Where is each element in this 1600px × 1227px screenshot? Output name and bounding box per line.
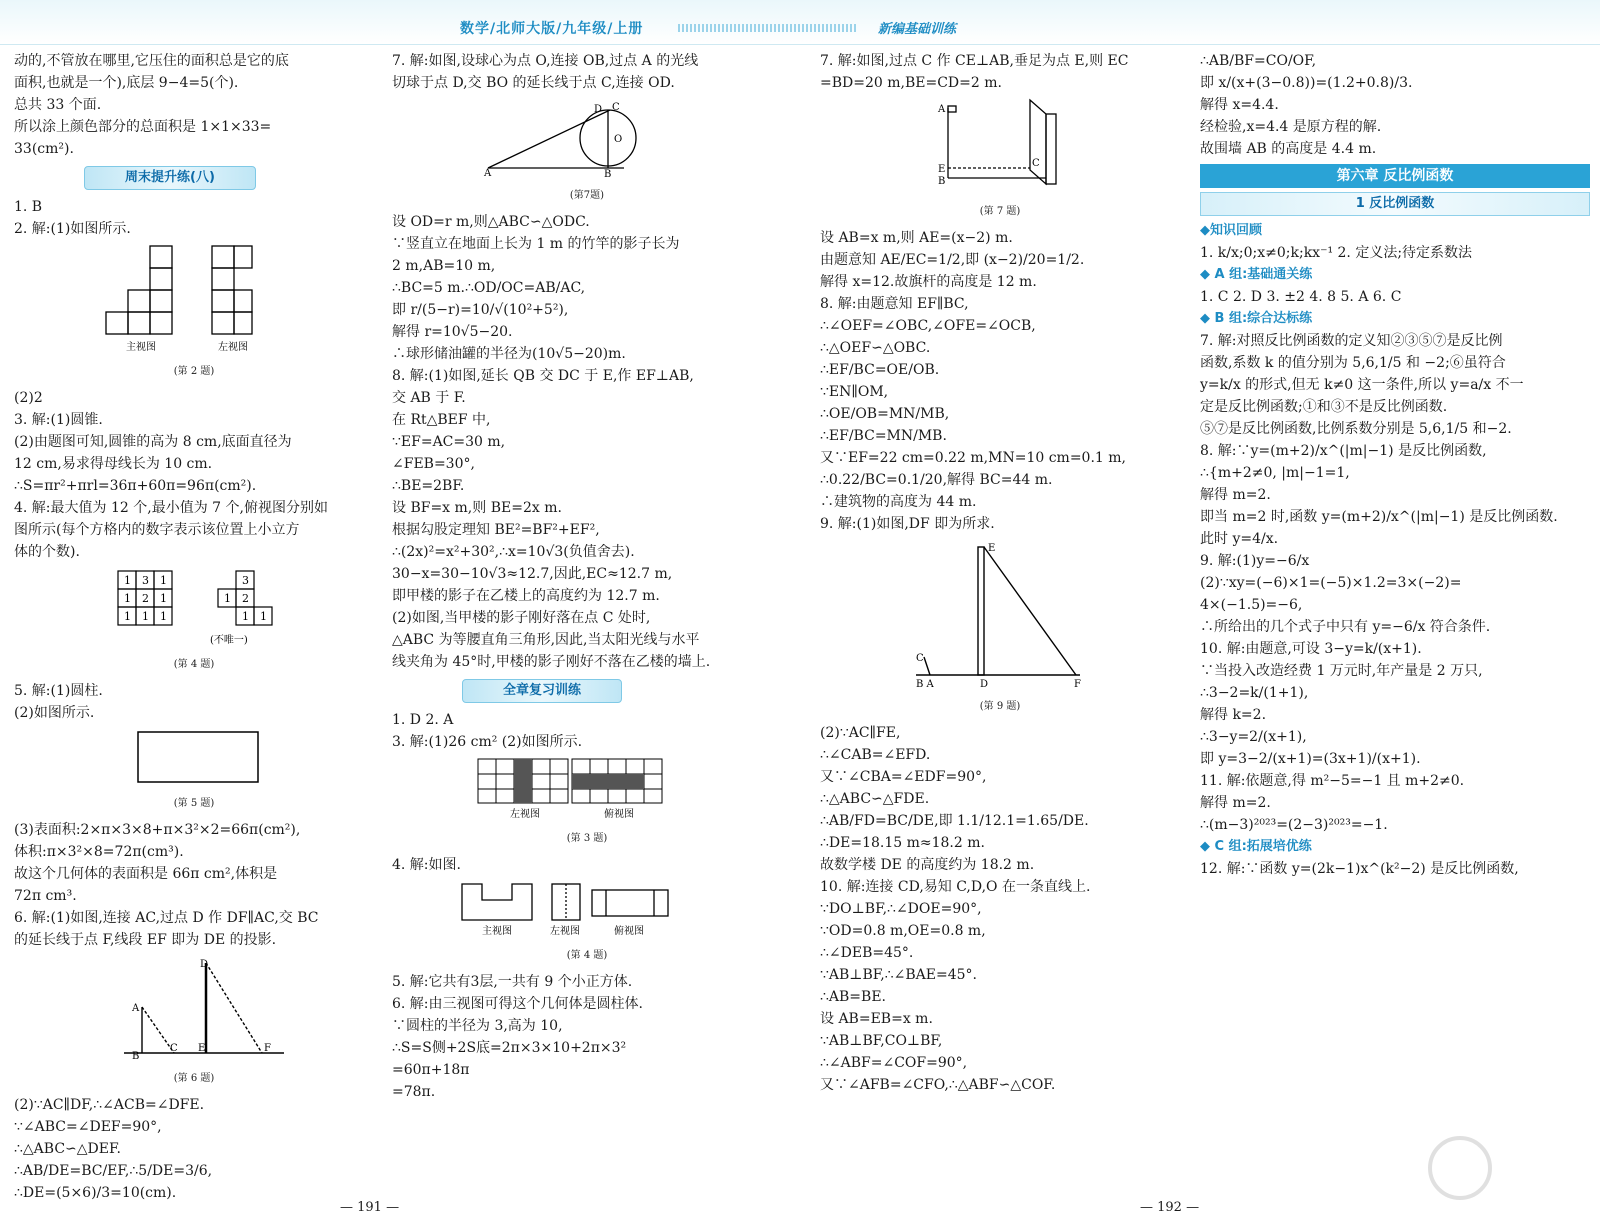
fig4b-label-b: 左视图 (550, 926, 580, 937)
column-3 (820, 50, 1180, 1096)
text-line: 由题意知 AE/EC=1/2,即 (x−2)/20=1/2. (820, 252, 1085, 268)
fig3-drawing (392, 757, 772, 821)
col4b-text (1200, 242, 1590, 264)
figure-4b (392, 880, 782, 967)
text-line: 动的,不管放在哪里,它压住的面积总是它的底 (14, 53, 289, 69)
fig4-note: (不唯一) (210, 635, 248, 646)
col3-text (820, 50, 1180, 94)
text-line: ∴0.22/BC=0.1/20,解得 BC=44 m. (820, 472, 1053, 488)
text-line: 故围墙 AB 的高度是 4.4 m. (1200, 141, 1377, 157)
text-line: ∴∠DEB=45°. (820, 945, 914, 961)
col2d-text (392, 854, 782, 876)
fig4-cell-b: 1 (242, 610, 249, 623)
text-line: ∵OD=0.8 m,OE=0.8 m, (820, 923, 986, 939)
fig4-cell-b: 2 (242, 592, 249, 605)
text-line: ∴∠ABF=∠COF=90°, (820, 1055, 968, 1071)
text-line: 即 y=3−2/(x+1)=(3x+1)/(x+1). (1200, 751, 1421, 767)
svg-text:D: D (594, 104, 603, 115)
text-line: 又∵∠CBA=∠EDF=90°, (820, 769, 987, 785)
fig5-drawing (14, 728, 374, 786)
text-line: ∵竖直立在地面上长为 1 m 的竹竿的影子长为 (392, 236, 680, 252)
figure-4 (14, 567, 374, 676)
text-line: ∴OE/OB=MN/MB, (820, 406, 950, 422)
text-line: 解得 m=2. (1200, 795, 1271, 811)
text-line: 即当 m=2 时,函数 y=(m+2)/x^(|m|−1) 是反比例函数. (1200, 509, 1558, 525)
text-line: 根据勾股定理知 BE²=BF²+EF², (392, 522, 600, 538)
text-line: ∵∠ABC=∠DEF=90°, (14, 1119, 162, 1135)
fig7a-drawing (392, 98, 772, 178)
text-line: 33(cm²). (14, 141, 74, 157)
svg-text:F: F (1074, 679, 1081, 689)
text-line: ∴△OEF∽△OBC. (820, 340, 931, 356)
chapter-title: 第六章 反比例函数 (1200, 164, 1590, 188)
fig4-cell-b: 1 (260, 610, 267, 623)
text-line: ∵DO⊥BF,∴∠DOE=90°, (820, 901, 982, 917)
text-line: 解得 m=2. (1200, 487, 1271, 503)
fig2-label-a: 主视图 (126, 342, 156, 353)
col1-text (14, 50, 374, 160)
text-line: ∴DE=18.15 m≈18.2 m. (820, 835, 985, 851)
text-line: 8. 解:由题意知 EF∥BC, (820, 296, 969, 312)
text-line: 此时 y=4/x. (1200, 531, 1279, 547)
svg-text:C: C (170, 1043, 178, 1054)
text-line: 经检验,x=4.4 是原方程的解. (1200, 119, 1382, 135)
fig4-cell-a: 2 (142, 592, 149, 605)
fig2-caption: (第 2 题) (173, 366, 215, 377)
svg-text:O: O (614, 134, 623, 145)
header-brand: 新编基础训练 (878, 22, 957, 37)
text-line: 5. 解:它共有3层,一共有 9 个小正方体. (392, 974, 633, 990)
fig9-drawing (820, 539, 1180, 689)
fig4b-caption: (第 4 题) (566, 950, 608, 961)
text-line: △ABC 为等腰直角三角形,因此,当太阳光线与水平 (392, 632, 700, 648)
text-line: 1. k/x;0;x≠0;k;kx⁻¹ 2. 定义法;待定系数法 (1200, 245, 1473, 261)
text-line: ∵EF=AC=30 m, (392, 434, 506, 450)
text-line: 4. 解:最大值为 12 个,最小值为 7 个,俯视图分别如 (14, 500, 328, 516)
fig4-cell-a: 1 (142, 610, 149, 623)
svg-text:D: D (980, 679, 989, 689)
col1f-text (14, 1094, 374, 1204)
text-line: 即甲楼的影子在乙楼上的高度约为 12.7 m. (392, 588, 660, 604)
text-line: 30−x=30−10√3≈12.7,因此,EC≈12.7 m, (392, 566, 673, 582)
page-number-left: — 191 — (340, 1200, 400, 1215)
text-line: ∴DE=(5×6)/3=10(cm). (14, 1185, 177, 1201)
text-line: ∴(2x)²=x²+30²,∴x=10√3(负值舍去). (392, 544, 635, 560)
svg-text:E: E (938, 164, 946, 175)
text-line: 设 AB=x m,则 AE=(x−2) m. (820, 230, 1013, 246)
text-line: ∴球形储油罐的半径为(10√5−20)m. (392, 346, 626, 362)
text-line: ∴所给出的几个式子中只有 y=−6/x 符合条件. (1200, 619, 1491, 635)
col1b-text (14, 196, 374, 240)
text-line: ∴AB/DE=BC/EF,∴5/DE=3/6, (14, 1163, 213, 1179)
text-line: 2 m,AB=10 m, (392, 258, 496, 274)
text-line: 1. C 2. D 3. ±2 4. 8 5. A 6. C (1200, 289, 1402, 305)
text-line: ∴(m−3)²⁰²³=(2−3)²⁰²³=−1. (1200, 817, 1388, 833)
text-line: =60π+18π (392, 1062, 470, 1078)
section-review: 全章复习训练 (462, 679, 622, 703)
text-line: (2)如图所示. (14, 705, 95, 721)
column-1 (14, 50, 374, 1204)
text-line: 11. 解:依题意,得 m²−5=−1 且 m+2≠0. (1200, 773, 1465, 789)
text-line: 9. 解:(1)y=−6/x (1200, 553, 1310, 569)
fig4-cell-a: 3 (142, 574, 149, 587)
text-line: 8. 解:∵y=(m+2)/x^(|m|−1) 是反比例函数, (1200, 443, 1487, 459)
fig2-drawing (14, 244, 254, 354)
text-line: 又∵∠AFB=∠CFO,∴△ABF∽△COF. (820, 1077, 1056, 1093)
text-line: 面积,也就是一个),底层 9−4=5(个). (14, 75, 239, 91)
text-line: 在 Rt△BEF 中, (392, 412, 491, 428)
text-line: ∵当投入改造经费 1 万元时,年产量是 2 万只, (1200, 663, 1483, 679)
group-review: ◆知识回顾 (1200, 223, 1262, 238)
col4-text (1200, 50, 1590, 160)
svg-text:A: A (938, 104, 946, 115)
text-line: ∵圆柱的半径为 3,高为 10, (392, 1018, 563, 1034)
fig4-cell-b: 3 (242, 574, 249, 587)
text-line: (2)∵xy=(−6)×1=(−5)×1.2=3×(−2)= (1200, 575, 1462, 591)
col1e-text (14, 819, 374, 951)
text-line: 定是反比例函数;①和③不是反比例函数. (1200, 399, 1448, 415)
fig7b-drawing (820, 98, 1180, 194)
group-a: ◆ A 组:基础通关练 (1200, 267, 1313, 282)
col2e-text (392, 971, 782, 1103)
svg-text:C: C (612, 102, 620, 113)
text-line: 即 r/(5−r)=10/√(10²+5²), (392, 302, 569, 318)
fig7a-caption: (第7题) (569, 190, 605, 201)
col3b-text (820, 227, 1180, 535)
text-line: 函数,系数 k 的值分别为 5,6,1/5 和 −2;⑥虽符合 (1200, 355, 1506, 371)
figure-6 (14, 955, 374, 1090)
text-line: 72π cm³. (14, 888, 77, 904)
figure-7a (392, 98, 782, 207)
text-line: 解得 r=10√5−20. (392, 324, 513, 340)
col1d-text (14, 680, 374, 724)
svg-text:E: E (988, 543, 996, 554)
text-line: ∵AB⊥BF,CO⊥BF, (820, 1033, 943, 1049)
text-line: 10. 解:由题意,可设 3−y=k/(x+1). (1200, 641, 1422, 657)
fig5-caption: (第 5 题) (173, 798, 215, 809)
watermark-logo (1420, 1130, 1590, 1220)
lesson-title: 1 反比例函数 (1200, 192, 1590, 216)
text-line: ∴∠OEF=∠OBC,∠OFE=∠OCB, (820, 318, 1036, 334)
text-line: 3. 解:(1)圆锥. (14, 412, 103, 428)
svg-text:A: A (484, 168, 492, 178)
text-line: ⑤⑦是反比例函数,比例系数分别是 5,6,1/5 和−2. (1200, 421, 1512, 437)
text-line: 4×(−1.5)=−6, (1200, 597, 1303, 613)
fig2-label-b: 左视图 (218, 342, 248, 353)
text-line: 6. 解:(1)如图,连接 AC,过点 D 作 DF∥AC,交 BC (14, 910, 319, 926)
text-line: 体积:π×3²×8=72π(cm³). (14, 844, 184, 860)
fig4b-label-a: 主视图 (482, 926, 512, 937)
text-line: 6. 解:由三视图可得这个几何体是圆柱体. (392, 996, 643, 1012)
fig3-label-b: 俯视图 (604, 809, 634, 820)
svg-text:B: B (604, 169, 612, 178)
text-line: ∵EN∥OM, (820, 384, 889, 400)
fig4-cell-a: 1 (160, 574, 167, 587)
column-2 (392, 50, 782, 1103)
text-line: 10. 解:连接 CD,易知 C,D,O 在一条直线上. (820, 879, 1091, 895)
text-line: (2)2 (14, 390, 43, 406)
figure-3 (392, 757, 782, 850)
text-line: (2)∵AC∥FE, (820, 725, 901, 741)
svg-text:C: C (916, 653, 924, 664)
text-line: y=k/x 的形式,但无 k≠0 这一条件,所以 y=a/x 不一 (1200, 377, 1524, 393)
text-line: 图所示(每个方格内的数字表示该位置上小立方 (14, 522, 300, 538)
col4e-text (1200, 858, 1590, 880)
text-line: 故这个几何体的表面积是 66π cm²,体积是 (14, 866, 278, 882)
text-line: 1. B (14, 199, 43, 215)
page-header (0, 0, 1600, 45)
text-line: 3. 解:(1)26 cm² (2)如图所示. (392, 734, 583, 750)
text-line: 7. 解:如图,过点 C 作 CE⊥AB,垂足为点 E,则 EC (820, 53, 1129, 69)
svg-text:F: F (264, 1043, 271, 1054)
text-line: 切球于点 D,交 BO 的延长线于点 C,连接 OD. (392, 75, 675, 91)
svg-text:B: B (938, 176, 946, 187)
col1c-text (14, 387, 374, 563)
fig9-caption: (第 9 题) (979, 701, 1021, 712)
svg-text:B: B (132, 1051, 140, 1061)
text-line: ∴{m+2≠0, |m|−1=1, (1200, 465, 1350, 481)
text-line: ∴AB/FD=BC/DE,即 1.1/12.1=1.65/DE. (820, 813, 1089, 829)
text-line: ∴EF/BC=MN/MB. (820, 428, 947, 444)
figure-5 (14, 728, 374, 815)
fig4b-drawing (392, 880, 772, 938)
text-line: 解得 x=12.故旗杆的高度是 12 m. (820, 274, 1037, 290)
fig4-drawing (14, 567, 314, 647)
group-b: ◆ B 组:综合达标练 (1200, 311, 1313, 326)
text-line: ∴建筑物的高度为 44 m. (820, 494, 977, 510)
fig4-cell-a: 1 (124, 610, 131, 623)
text-line: ∴AB=BE. (820, 989, 886, 1005)
text-line: 7. 解:如图,设球心为点 O,连接 OB,过点 A 的光线 (392, 53, 699, 69)
text-line: =78π. (392, 1084, 436, 1100)
text-line: 交 AB 于 F. (392, 390, 466, 406)
text-line: 的延长线于点 F,线段 EF 即为 DE 的投影. (14, 932, 277, 948)
text-line: (2)∵AC∥DF,∴∠ACB=∠DFE. (14, 1097, 205, 1113)
fig4-cell-a: 1 (124, 592, 131, 605)
text-line: 8. 解:(1)如图,延长 QB 交 DC 于 E,作 EF⊥AB, (392, 368, 694, 384)
col4d-text (1200, 330, 1590, 836)
text-line: 又∵EF=22 cm=0.22 m,MN=10 cm=0.1 m, (820, 450, 1126, 466)
fig4-cell-a: 1 (160, 610, 167, 623)
fig4-cell-b: 1 (224, 592, 231, 605)
svg-text:C: C (1032, 158, 1040, 169)
figure-7b (820, 98, 1180, 223)
text-line: 总共 33 个面. (14, 97, 102, 113)
figure-2 (14, 244, 374, 383)
fig3-label-a: 左视图 (510, 809, 540, 820)
fig4-cell-a: 1 (124, 574, 131, 587)
section-weekend: 周末提升练(八) (84, 166, 256, 190)
svg-text:B A: B A (916, 679, 934, 689)
text-line: 7. 解:对照反比例函数的定义知②③⑤⑦是反比例 (1200, 333, 1503, 349)
col3c-text (820, 722, 1180, 1096)
text-line: 1. D 2. A (392, 712, 454, 728)
text-line: ∴S=S侧+2S底=2π×3×10+2π×3² (392, 1040, 627, 1056)
text-line: ∴BC=5 m.∴OD/OC=AB/AC, (392, 280, 586, 296)
text-line: 故数学楼 DE 的高度约为 18.2 m. (820, 857, 1035, 873)
text-line: ∴BE=2BF. (392, 478, 465, 494)
text-line: (3)表面积:2×π×3×8+π×3²×2=66π(cm²), (14, 822, 301, 838)
text-line: 线夹角为 45°时,甲楼的影子刚好不落在乙楼的墙上. (392, 654, 711, 670)
text-line: 12 cm,易求得母线长为 10 cm. (14, 456, 213, 472)
text-line: 设 AB=EB=x m. (820, 1011, 933, 1027)
text-line: ∴3−y=2/(x+1), (1200, 729, 1307, 745)
text-line: 解得 x=4.4. (1200, 97, 1279, 113)
text-line: 设 BF=x m,则 BE=2x m. (392, 500, 562, 516)
text-line: 2. 解:(1)如图所示. (14, 221, 131, 237)
col2b-text (392, 211, 782, 673)
header-title: 数学/北师大版/九年级/上册 (460, 21, 644, 37)
text-line: 5. 解:(1)圆柱. (14, 683, 103, 699)
text-line: 设 OD=r m,则△ABC∽△ODC. (392, 214, 590, 230)
svg-text:D: D (200, 959, 209, 970)
text-line: 体的个数). (14, 544, 80, 560)
figure-9 (820, 539, 1180, 718)
svg-text:E: E (198, 1043, 206, 1054)
text-line: ∴AB/BF=CO/OF, (1200, 53, 1317, 69)
text-line: ∴∠CAB=∠EFD. (820, 747, 931, 763)
group-c: ◆ C 组:拓展培优练 (1200, 839, 1312, 854)
text-line: 4. 解:如图. (392, 857, 461, 873)
text-line: ∠FEB=30°, (392, 456, 475, 472)
text-line: 9. 解:(1)如图,DF 即为所求. (820, 516, 995, 532)
text-line: ∵AB⊥BF,∴∠BAE=45°. (820, 967, 977, 983)
fig4b-label-c: 俯视图 (614, 926, 644, 937)
col4c-text (1200, 286, 1590, 308)
page-number-right: — 192 — (1140, 1200, 1200, 1215)
text-line: ∴S=πr²+πrl=36π+60π=96π(cm²). (14, 478, 257, 494)
text-line: 解得 k=2. (1200, 707, 1267, 723)
text-line: (2)由题图可知,圆锥的高为 8 cm,底面直径为 (14, 434, 292, 450)
text-line: (2)如图,当甲楼的影子刚好落在点 C 处时, (392, 610, 651, 626)
text-line: 所以涂上颜色部分的总面积是 1×1×33= (14, 119, 272, 135)
fig3-caption: (第 3 题) (566, 833, 608, 844)
column-4 (1200, 50, 1590, 880)
fig4-cell-a: 1 (160, 592, 167, 605)
fig7b-caption: (第 7 题) (979, 206, 1021, 217)
text-line: ∴3−2=k/(1+1), (1200, 685, 1309, 701)
col2-text (392, 50, 782, 94)
text-line: =BD=20 m,BE=CD=2 m. (820, 75, 1002, 91)
svg-text:A: A (132, 1003, 140, 1014)
text-line: ∴△ABC∽△FDE. (820, 791, 930, 807)
header-dots (678, 24, 858, 32)
fig6-drawing (14, 955, 374, 1061)
fig4-caption: (第 4 题) (173, 659, 215, 670)
col2c-text (392, 709, 782, 753)
text-line: ∴△ABC∽△DEF. (14, 1141, 121, 1157)
text-line: 即 x/(x+(3−0.8))=(1.2+0.8)/3. (1200, 75, 1413, 91)
text-line: 12. 解:∵函数 y=(2k−1)x^(k²−2) 是反比例函数, (1200, 861, 1519, 877)
text-line: ∴EF/BC=OE/OB. (820, 362, 940, 378)
fig6-caption: (第 6 题) (173, 1073, 215, 1084)
